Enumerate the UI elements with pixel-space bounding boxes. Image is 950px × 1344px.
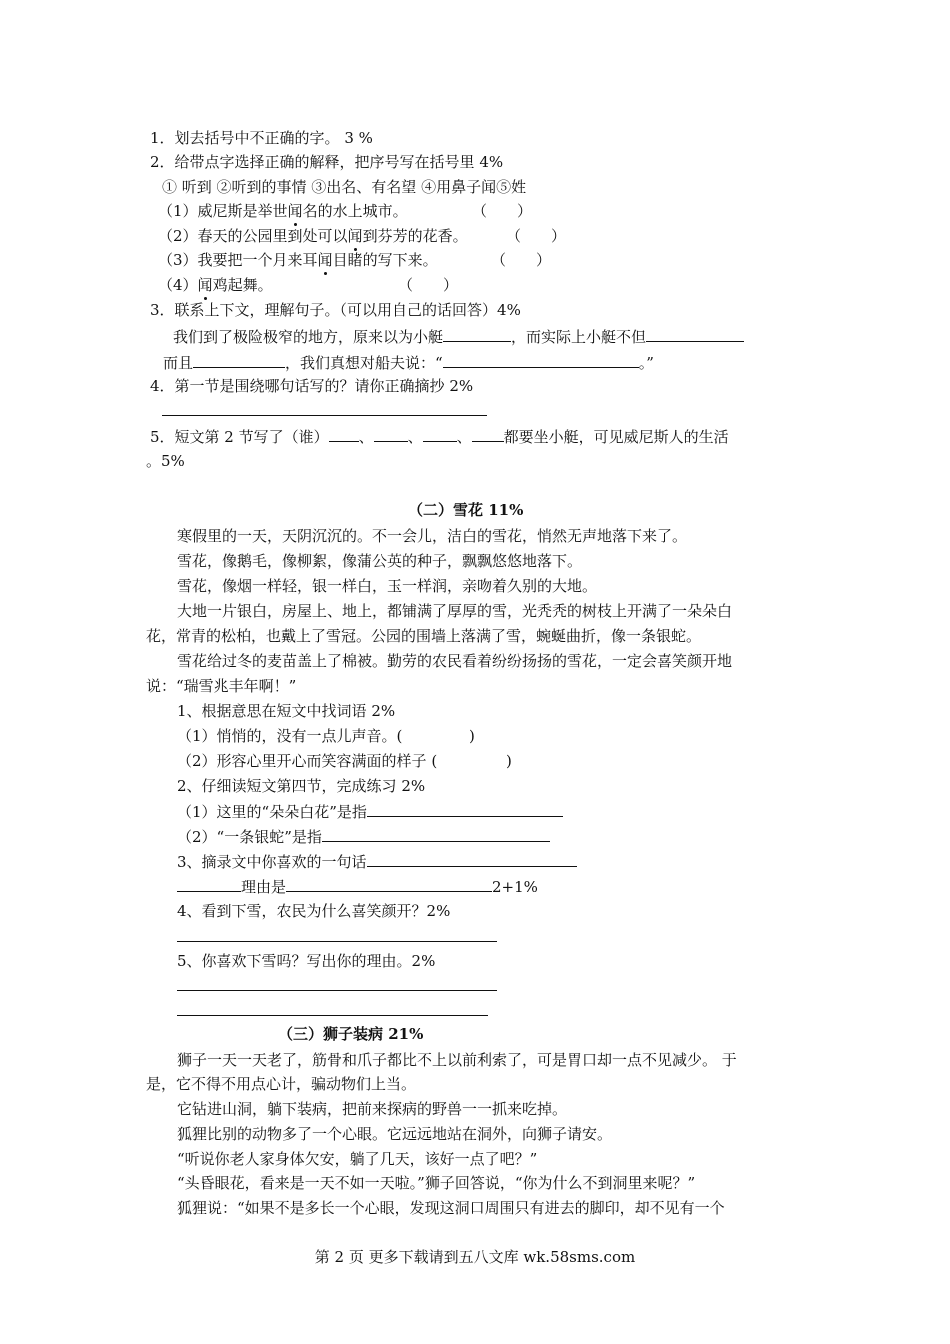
q2: 2．给带点字选择正确的解释，把序号写在括号里 4% [150,153,504,171]
dotted-char: 闻 [317,251,333,269]
answer-blank[interactable] [472,426,504,442]
answer-blank[interactable] [443,326,511,342]
text: 。” [638,354,654,372]
paren-close: ) [469,727,475,745]
lion-p2: 它钻进山洞，躺下装病，把前来探病的野兽一一抓来吃掉。 [177,1100,568,1118]
answer-blank[interactable] [443,352,639,368]
q2-sentence-1 [158,201,408,221]
snow-q4: 4、看到下雪，农民为什么喜笑颜开？2% [177,902,451,920]
answer-paren-3[interactable]: （ ） [491,251,552,269]
answer-line[interactable] [162,415,487,416]
answer-paren-2[interactable]: （ ） [506,227,567,245]
text: ，我们真想对船夫说：“ [285,354,443,372]
answer-line[interactable] [177,941,497,942]
snow-q2: 2、仔细读短文第四节，完成练习 2% [177,777,426,795]
dotted-char: 闻 [287,202,303,220]
passage-p1: 寒假里的一天，天阴沉沉的。不一会儿，洁白的雪花，悄然无声地落下来了。 [177,527,688,545]
text: （1）威尼斯是举世 [158,202,288,220]
section-title-snow: （二）雪花 11% [408,501,524,519]
snow-q1: 1、根据意思在短文中找词语 2% [177,702,396,720]
text: 理由是 [241,878,287,896]
snow-q1b: （2）形容心里开心而笑容满面的样子 ( [177,752,438,770]
text: 而且 [163,354,194,372]
q3: 3．联系上下文，理解句子。（可以用自己的话回答）4% [150,301,521,319]
lion-p3: 狐狸比别的动物多了一个心眼。它远远地站在洞外，向狮子请安。 [177,1125,613,1143]
lion-p5: “头昏眼花，看来是一天不如一天啦。”狮子回答说，“你为什么不到洞里来呢？” [177,1174,696,1192]
snow-q2b [177,826,550,846]
text: 名的水上城市。 [302,202,408,220]
text: 、 [456,428,472,446]
dotted-char: 闻 [197,276,213,294]
text: 都要坐小艇，可见威尼斯人的生活 [503,428,729,446]
dotted-char: 闻 [347,227,363,245]
snow-q3 [177,851,577,871]
answer-line[interactable] [177,990,497,991]
text: （4） [158,276,198,294]
snow-q1a: （1）悄悄的，没有一点儿声音。( [177,727,403,745]
q3-line-1 [173,326,744,346]
snow-q2a [177,801,563,821]
text: 鸡起舞。 [212,276,273,294]
lion-p1a: 狮子一天一天老了，筋骨和爪子都比不上以前利索了，可是胃口却一点不见减少。 于 [177,1051,737,1069]
answer-blank[interactable] [367,801,563,817]
q2-sentence-2 [158,226,468,246]
q1: 1．划去括号中不正确的字。 3 % [150,129,373,147]
q2-sentence-3 [158,250,438,270]
q5-tail: 。5% [146,452,185,470]
answer-blank[interactable] [423,426,457,442]
passage-p5b: 说：“瑞雪兆丰年啊！” [146,677,297,695]
passage-p4a: 大地一片银白，房屋上、地上，都铺满了厚厚的雪，光秃秃的树枝上开满了一朵朵白 [177,602,733,620]
q2-sentence-4 [158,275,273,295]
text: （1）这里的“朵朵白花”是指 [177,803,367,821]
text: 2+1% [492,878,538,896]
text: 到芬芳的花香。 [362,227,468,245]
page-footer: 第 2 页 更多下载请到五八文库 wk.58sms.com [314,1248,636,1266]
answer-blank[interactable] [177,876,241,892]
answer-blank[interactable] [329,426,359,442]
lion-p4: “听说你老人家身体欠安，躺了几天，该好一点了吧？” [177,1150,538,1168]
answer-line[interactable] [177,1015,488,1016]
answer-paren-1[interactable]: （ ） [472,202,533,220]
answer-blank[interactable] [367,851,577,867]
snow-q3-reason [177,876,538,896]
text: 5．短文第 2 节写了（谁） [150,428,329,446]
q5 [150,426,729,446]
answer-blank[interactable] [646,326,744,342]
text: 目睹的写下来。 [332,251,438,269]
text: 我们到了极险极窄的地方，原来以为小艇 [173,328,444,346]
text: 、 [407,428,423,446]
answer-blank[interactable] [286,876,492,892]
text: 、 [358,428,374,446]
answer-blank[interactable] [322,826,550,842]
text: 3、摘录文中你喜欢的一句话 [177,853,367,871]
answer-blank[interactable] [374,426,408,442]
answer-paren-4[interactable]: （ ） [398,276,459,294]
q4: 4．第一节是围绕哪句话写的？请你正确摘抄 2% [150,377,474,395]
passage-p2: 雪花，像鹅毛，像柳絮，像蒲公英的种子，飘飘悠悠地落下。 [177,552,583,570]
paren-close: ) [506,752,512,770]
answer-blank[interactable] [193,352,285,368]
text: ，而实际上小艇不但 [511,328,647,346]
passage-p3: 雪花，像烟一样轻，银一样白，玉一样润，亲吻着久别的大地。 [177,577,598,595]
passage-p5a: 雪花给过冬的麦苗盖上了棉被。勤劳的农民看着纷纷扬扬的雪花，一定会喜笑颜开地 [177,652,733,670]
text: （3）我要把一个月来耳 [158,251,318,269]
q3-line-2 [163,352,654,372]
section-title-lion: （三）狮子装病 21% [278,1025,424,1043]
snow-q5: 5、你喜欢下雪吗？写出你的理由。2% [177,952,436,970]
passage-p4b: 花，常青的松柏，也戴上了雪冠。公园的围墙上落满了雪，蜿蜒曲折，像一条银蛇。 [146,627,702,645]
lion-p1b: 是，它不得不用点心计，骗动物们上当。 [146,1075,417,1093]
text: （2）“一条银蛇”是指 [177,828,322,846]
text: （2）春天的公园里到处可以 [158,227,348,245]
q2-options: ① 听到 ②听到的事情 ③出名、有名望 ④用鼻子闻⑤姓 [162,178,527,196]
lion-p6: 狐狸说：“如果不是多长一个心眼，发现这洞口周围只有进去的脚印，却不见有一个 [177,1199,725,1217]
